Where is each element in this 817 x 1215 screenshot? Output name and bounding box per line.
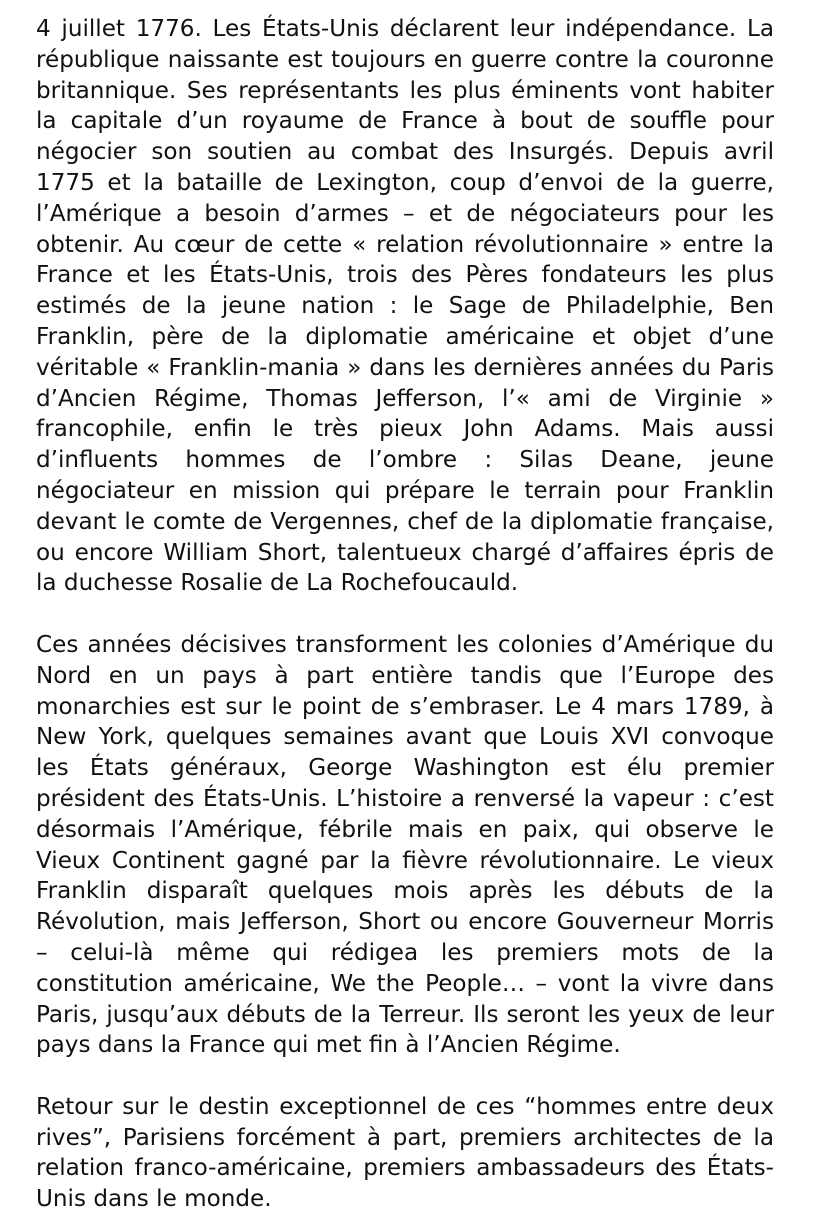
paragraph-decisive-years: Ces années décisives transforment les colonies d’Amérique du Nord en un pays à part entière tandis que l’Europe des monarchies est sur le point de s’embraser. Le 4 mars 1789, à New York, quelques semaines avant que Louis XVI convoque les États généraux, George Washington est élu premier président des États-Unis. L’histoire a renversé la vapeur : c’est désormais l’Amérique, fébrile mais en paix, qui observe le Vieux Continent gagné par la fièvre révolutionnaire. Le vieux Franklin disparaît quelques mois après les débuts de la Révolution, mais Jefferson, Short ou encore Gouverneur Morris – celui-là même qui rédigea les premiers mots de la constitution américaine, We the People… – vont la vivre dans Paris, jusqu’aux débuts de la Terreur. Ils seront les yeux de leur pays dans la France qui met fin à l’Ancien Régime.: [36, 631, 774, 1059]
document-page: [36, 14, 774, 1215]
paragraph-conclusion: Retour sur le destin exceptionnel de ces “hommes entre deux rives”, Parisiens forcément à part, premiers architectes de la relation franco-américaine, premiers ambassadeurs des États-Unis dans le monde.: [36, 1093, 774, 1213]
paragraph-independence: 4 juillet 1776. Les États-Unis déclarent leur indépendance. La république naissante est toujours en guerre contre la couronne britannique. Ses représentants les plus éminents vont habiter la capitale d’un royaume de France à bout de souffle pour négocier son soutien au combat des Insurgés. Depuis avril 1775 et la bataille de Lexington, coup d’envoi de la guerre, l’Amérique a besoin d’armes – et de négociateurs pour les obtenir. Au cœur de cette « relation révolutionnaire » entre la France et les États-Unis, trois des Pères fondateurs les plus estimés de la jeune nation : le Sage de Philadelphie, Ben Franklin, père de la diplomatie américaine et objet d’une véritable « Franklin-mania » dans les dernières années du Paris d’Ancien Régime, Thomas Jefferson, l’« ami de Virginie » francophile, enfin le très pieux John Adams. Mais aussi d’influents hommes de l’ombre : Silas Deane, jeune négociateur en mission qui prépare le terrain pour Franklin devant le comte de Vergennes, chef de la diplomatie française, ou encore William Short, talentueux chargé d’affaires épris de la duchesse Rosalie de La Rochefoucauld.: [36, 16, 774, 597]
